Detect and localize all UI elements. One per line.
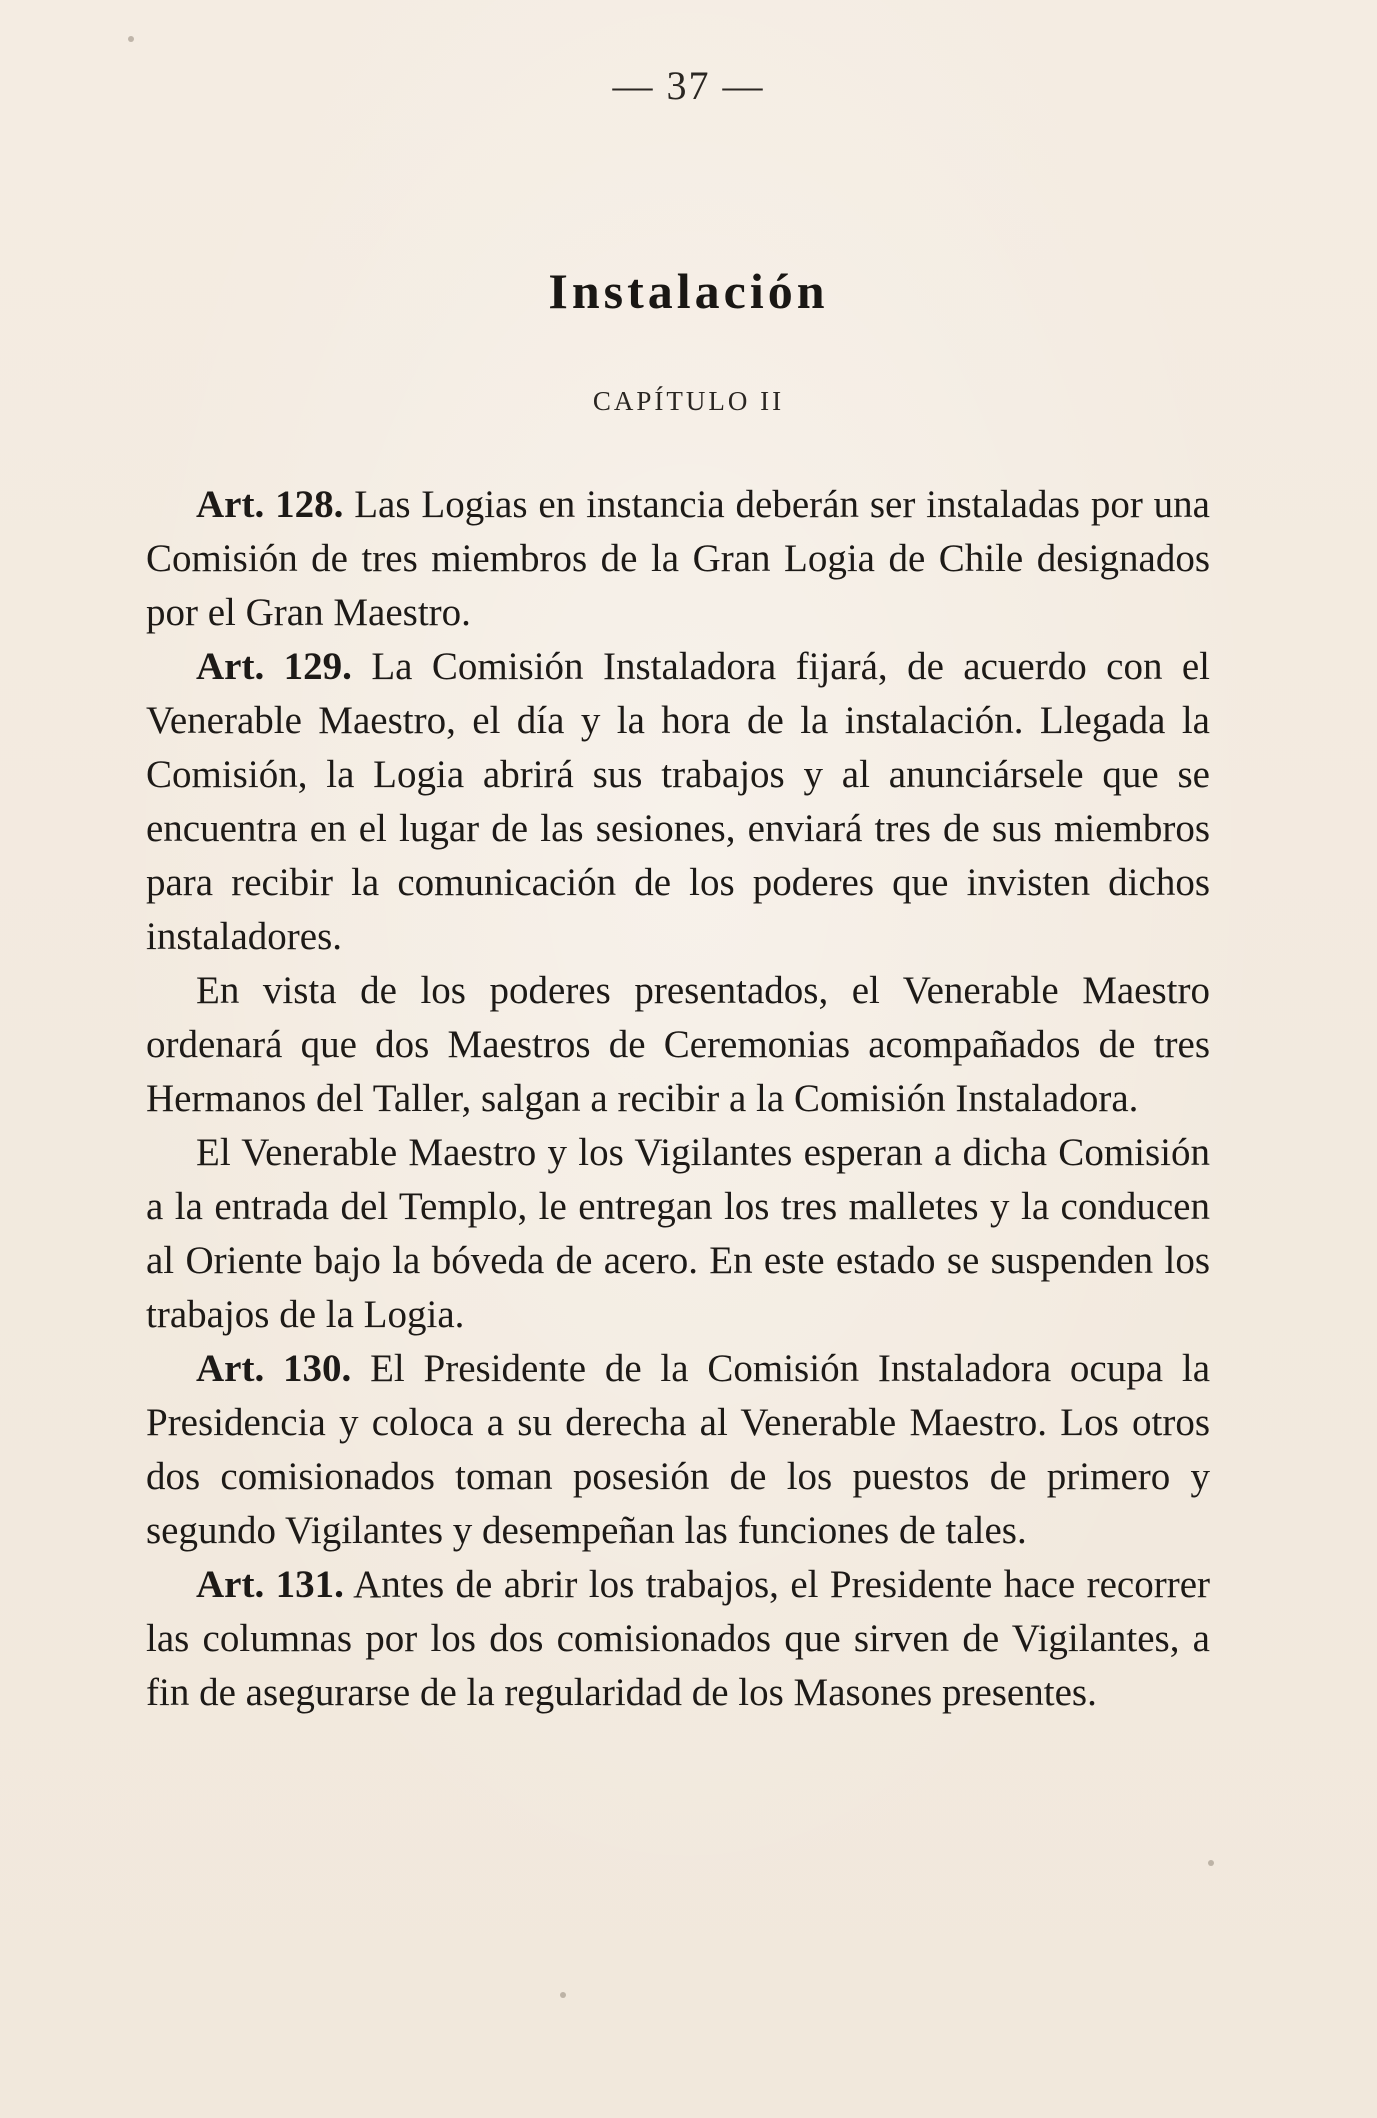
paper-speck: [128, 36, 134, 42]
paragraph: El Venerable Maestro y los Vigilantes esperan a dicha Comisión a la entrada del Templo, le entregan los tres malletes y la conducen al Oriente bajo la bóveda de acero. En este estado se suspenden los trabajos de la Logia.: [146, 1131, 1210, 1336]
article-128: [146, 478, 1210, 640]
article-129: [146, 640, 1210, 964]
article-130: [146, 1342, 1210, 1558]
section-title: Instalación: [548, 263, 829, 319]
paper-speck: [1208, 1860, 1214, 1866]
article-131: [146, 1558, 1210, 1720]
article-text: La Comisión Instaladora fijará, de acuerdo con el Venerable Maestro, el día y la hora de la instalación. Llegada la Comisión, la Logia abrirá sus trabajos y al anunciársele que se encuentra en el lugar de las sesiones, enviará tres de sus miembros para recibir la comunicación de los poderes que invisten dichos instaladores.: [146, 645, 1211, 958]
article-label: Art. 129.: [196, 645, 352, 688]
paragraph: En vista de los poderes presentados, el Venerable Maestro ordenará que dos Maestros de Ceremonias acompañados de tres Hermanos del Taller, salgan a recibir a la Comisión Instaladora.: [146, 969, 1210, 1120]
article-text: El Presidente de la Comisión Instaladora ocupa la Presidencia y coloca a su derecha al Venerable Maestro. Los otros dos comisionados toman posesión de los puestos de primero y segundo Vigilantes y desempeñan las funciones de tales.: [146, 1347, 1211, 1552]
article-label: Art. 130.: [196, 1347, 352, 1390]
article-label: Art. 131.: [196, 1563, 344, 1606]
article-label: Art. 128.: [196, 483, 344, 526]
article-text: Antes de abrir los trabajos, el Presidente hace recorrer las columnas por los dos comisionados que sirven de Vigilantes, a fin de asegurarse de la regularidad de los Masones presentes.: [146, 1563, 1210, 1714]
article-text: Las Logias en instancia deberán ser instaladas por una Comisión de tres miembros de la Gran Logia de Chile designados por el Gran Maestro.: [146, 483, 1210, 634]
paper-speck: [560, 1992, 566, 1998]
chapter-heading: CAPÍTULO II: [592, 386, 785, 416]
page-number: — 37 —: [612, 63, 765, 108]
body-text: [146, 478, 1210, 1720]
